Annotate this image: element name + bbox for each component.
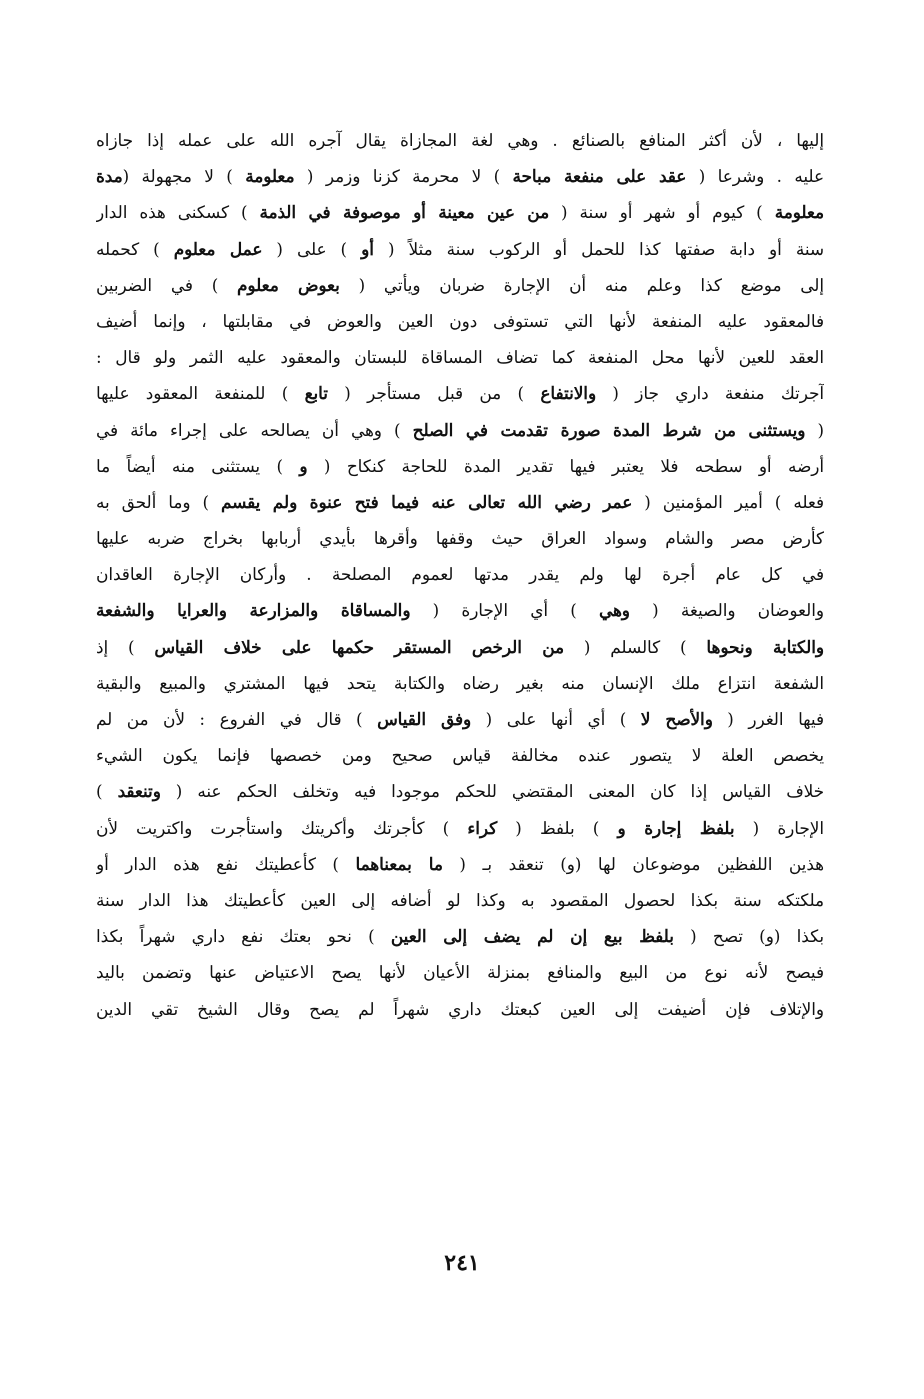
commentary-text: ) أي الإجارة ( [410,600,599,621]
text-line [96,484,824,520]
matn-text: والكتابة ونحوها [706,636,824,657]
text-line [96,810,824,846]
commentary-text: فيصح لأنه نوع من البيع والمنافع بمنزلة الأعيان لأنها يصح الاعتياض عنها وتضمن باليد [96,962,824,983]
text-line [96,701,824,737]
matn-text: عقد على منفعة مباحة [512,166,687,187]
text-line [96,737,824,773]
matn-text: معلومة [245,166,295,187]
text-line [96,592,824,628]
commentary-text: ) كيوم أو شهر أو سنة ( [549,202,775,223]
commentary-text: ) كأعطيتك نفع هذه الدار أو [96,853,356,874]
commentary-text: ) بلفظ ( [497,817,618,838]
text-line [96,303,824,339]
commentary-text: ) نحو بعتك نفع داري شهراً بكذا [96,926,391,947]
commentary-text: عليه . وشرعا ( [686,166,824,187]
commentary-text: ) على ( [262,238,362,259]
text-line [96,954,824,990]
matn-text: كراء [467,817,498,838]
body-text [96,122,824,1027]
commentary-text: ) وما ألحق به [96,491,221,512]
commentary-text: ) كأجرتك وأكريتك واستأجرت واكتريت لأن [96,817,468,838]
matn-text: مدة [96,166,123,187]
text-line [96,158,824,194]
commentary-text: في كل عام أجرة لها ولم يقدر مدتها لعموم المصلحة . وأركان الإجارة العاقدان [96,564,824,585]
commentary-text: ) أي أنها على ( [471,709,641,729]
text-line [96,375,824,411]
text-line [96,882,824,918]
text-line [96,412,824,448]
matn-text: ما بمعناهما [355,853,443,874]
text-line [96,448,824,484]
commentary-text: والعوضان والصيغة ( [629,600,824,621]
commentary-text: ) لا مجهولة ( [122,166,246,187]
commentary-text: العقد للعين لأنها محل المنفعة كما تضاف المساقاة للبستان والمعقود عليه الثمر ولو قال : [96,347,824,368]
matn-text: عمل معلوم [173,238,263,259]
commentary-text: الإجارة ( [734,817,824,838]
commentary-text: إلى موضع كذا وعلم منه أن الإجارة ضربان ويأتي ( [339,274,824,295]
commentary-text: ) للمنفعة المعقود عليها [96,383,305,404]
commentary-text: فعله ) أمير المؤمنين ( [632,491,824,512]
commentary-text: ) من قبل مستأجر ( [327,383,541,404]
commentary-text: كأرض مصر والشام وسواد العراق حيث وقفها وأقرها بأيدي أربابها بخراج ضربه عليها [96,528,824,549]
text-line [96,231,824,267]
text-line [96,991,824,1027]
text-line [96,918,824,954]
text-line [96,267,824,303]
commentary-text: ) كالسلم ( [564,636,707,657]
commentary-text: فالمعقود عليه المنفعة لأنها التي تستوفى دون العين والعوض في مقابلتها ، وإنما أضيف [96,310,824,331]
commentary-text: ) في الضربين [96,274,238,295]
commentary-text: أرضه أو سطحه فلا يعتبر فيها تقدير المدة للحاجة كنكاح ( [307,455,824,476]
matn-text: وتنعقد [117,781,161,802]
text-line [96,665,824,701]
commentary-text: ) وهي أن يصالحه على إجراء مائة في [96,419,413,440]
matn-text: ويستثنى من شرط المدة صورة تقدمت في الصلح [412,419,806,440]
matn-text: بعوض معلوم [237,274,340,295]
commentary-text: خلاف القياس إذا كان المعنى المقتضي للحكم موجودا فيه وتخلف الحكم عنه ( [160,781,824,802]
text-line [96,773,824,809]
matn-text: من عين معينة أو موصوفة في الذمة [259,202,550,223]
text-line [96,520,824,556]
text-line [96,846,824,882]
text-line [96,556,824,592]
matn-text: من الرخص المستقر حكمها على خلاف القياس [154,636,564,657]
matn-text: وفق القياس [377,709,472,729]
matn-text: والانتفاع [540,383,597,404]
commentary-text: الشفعة انتزاع ملك الإنسان منه بغير رضاه والكتابة يتحد فيها المشتري والمبيع والبقية [96,672,824,693]
commentary-text: فيها الغرر ( [712,709,824,729]
commentary-text: ) [96,781,118,802]
commentary-text: يخصص العلة لا يتصور عنده مخالفة قياس صحيح ومن خصصها فإنما يكون الشيء [96,745,824,766]
commentary-text: ملكتكه سنة بكذا لحصول المقصود به وكذا لو أضافه إلى العين كأعطيتك هذا الدار سنة [96,889,824,910]
commentary-text: ) كحمله [96,238,174,259]
matn-text: بلفظ بيع إن لم يضف إلى العين [390,926,674,947]
matn-text: و [299,455,308,476]
commentary-text: ) إذ [96,636,155,657]
commentary-text: والإتلاف فإن أضيفت إلى العين كبعتك داري شهراً لم يصح وقال الشيخ تقي الدين [96,998,824,1019]
commentary-text: ) كسكنى هذه الدار [96,202,260,223]
matn-text: بلفظ إجارة و [617,817,735,838]
page-number: ٢٤١ [444,1250,480,1276]
commentary-text: ) يستثنى منه أيضاً ما [96,455,300,476]
matn-text: معلومة [774,202,824,223]
text-line [96,629,824,665]
matn-text: وهي [598,600,630,621]
commentary-text: سنة أو دابة صفتها كذا للحمل أو الركوب سنة مثلاً ( [373,238,824,259]
text-line [96,339,824,375]
text-line [96,122,824,158]
matn-text: أو [361,238,374,259]
matn-text: عمر رضي الله تعالى عنه فيما فتح عنوة ولم يقسم [221,491,633,512]
matn-text: والمساقاة والمزارعة والعرايا والشفعة [96,600,411,621]
commentary-text: إليها ، لأن أكثر المنافع بالصنائع . وهي لغة المجازاة يقال آجره الله على عمله إذا جازاه [96,130,824,150]
commentary-text: آجرتك منفعة داري جاز ( [596,383,824,404]
matn-text: تابع [304,383,328,404]
commentary-text: هذين اللفظين موضوعان لها (و) تنعقد بـ ( [442,853,824,874]
commentary-text: ) لا محرمة كزنا وزمر ( [294,166,513,187]
text-line [96,194,824,230]
commentary-text: ( [805,419,824,440]
commentary-text: ) قال في الفروع : لأن من لم [96,709,378,729]
commentary-text: بكذا (و) تصح ( [673,926,824,947]
matn-text: والأصح لا [640,709,713,729]
